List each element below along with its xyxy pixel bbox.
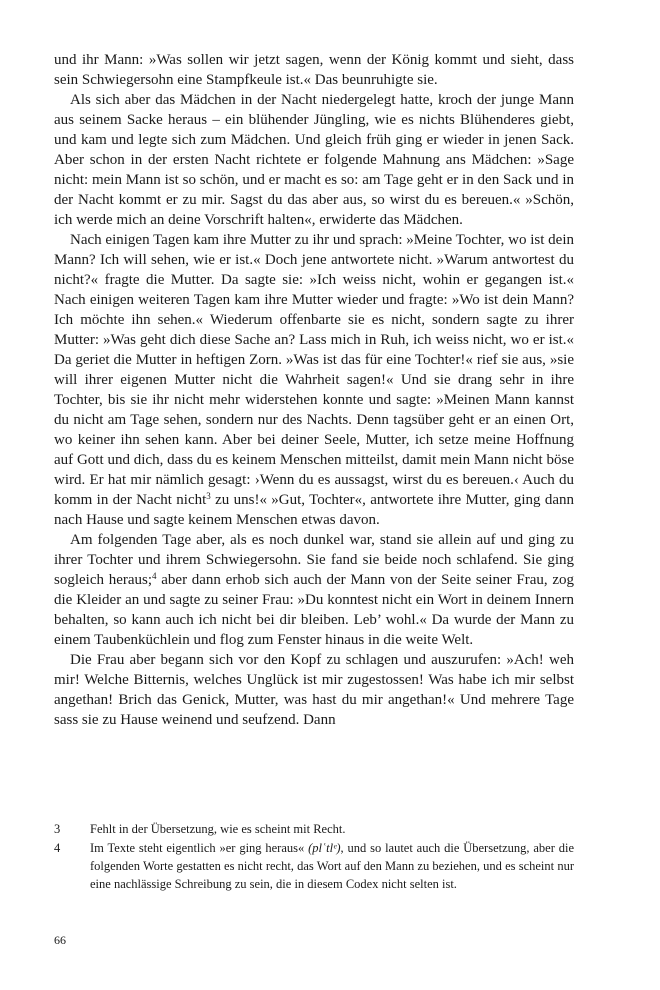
- page-number: 66: [54, 933, 66, 947]
- footnote-text-part: , und so lautet auch die Übersetzung, aber die folgenden Worte gestatten es nicht recht, das Wort auf den Mann zu beziehen, und es scheint nur eine nachlässige Schreibung zu sein, die in diesem Codex nicht selten ist.: [90, 841, 574, 891]
- footnote-text: Fehlt in der Übersetzung, wie es scheint mit Recht.: [90, 822, 346, 836]
- footnote-text: [90, 839, 574, 893]
- paragraph: [54, 530, 574, 650]
- paragraph-text: aber dann erhob sich auch der Mann von der Seite seiner Frau, zog die Kleider an und sagte zu seiner Frau: »Du konntest nicht ein Wort in deinem Innern behalten, so kann auch ich nicht bei dir bleiben. Leb’ wohl.« Da wurde der Mann zu einem Taubenküchlein und flog zum Fenster hinaus in die weite Welt.: [54, 572, 574, 648]
- paragraph-text: zu uns!« »Gut, Tochter«, antwortete ihre Mutter, ging dann nach Hause und sagte keinem Menschen etwas davon.: [54, 492, 574, 528]
- footnote-number: 3: [54, 822, 61, 836]
- footnote-ref[interactable]: 3: [206, 491, 211, 501]
- main-text: [54, 50, 574, 730]
- transliteration: (plʿtlᵉ): [308, 841, 341, 855]
- footnote: [54, 820, 574, 838]
- footnote-text-part: Im Texte steht eigentlich »er ging heraus«: [90, 841, 305, 855]
- paragraph-text: Am folgenden Tage aber, als es noch dunkel war, stand sie allein auf und ging zu ihrer Tochter und ihrem Schwiegersohn. Sie fand sie beide noch schlafend. Sie ging sogleich heraus;: [54, 532, 574, 588]
- paragraph-text: Nach einigen Tagen kam ihre Mutter zu ihr und sprach: »Meine Tochter, wo ist dein Mann? Ich will sehen, wie er ist.« Doch jene antwortete nicht. »Warum antwortest du nicht?« fragte die Mutter. Da sagte sie: »Ich weiss nicht, wohin er gegangen ist.« Nach einigen weiteren Tagen kam ihre Mutter wieder und fragte: »Wo ist dein Mann? Ich möchte ihn sehen.« Wiederum offenbarte sie es nicht, sondern sagte zu ihrer Mutter: »Was geht dich diese Sache an? Lass mich in Ruh, ich weiss nicht, wo er ist.« Da geriet die Mutter in heftigen Zorn. »Was ist das für eine Tochter!« rief sie aus, »sie will ihrer eigenen Mutter nicht die Wahrheit sagen!« Und sie drang sehr in ihre Tochter, bis sie ihr nicht mehr widerstehen konnte und sagte: »Meinen Mann kannst du nicht am Tage sehen, sondern nur des Nachts. Denn tagsüber geht er an einen Ort, wo keiner ihn sehen kann. Aber bei deiner Seele, Mutter, ich setze meine Hoffnung auf Gott und dich, dass du es keinem Menschen mitteilst, damit mein Mann nicht böse wird. Er hat mir nämlich gesagt: ›Wenn du es aussagst, wirst du es bereuen.‹ Auch du komm in der Nacht nicht: [54, 232, 574, 508]
- footnotes: [54, 820, 574, 894]
- paragraph: und ihr Mann: »Was sollen wir jetzt sagen, wenn der König kommt und sieht, dass sein Schwiegersohn eine Stampfkeule ist.« Das beunruhigte sie.: [54, 52, 574, 88]
- paragraph: [54, 230, 574, 530]
- paragraph: Als sich aber das Mädchen in der Nacht niedergelegt hatte, kroch der junge Mann aus seinem Sacke heraus – ein blühender Jüngling, wie es nichts Blühenderes giebt, und kam und legte sich zum Mädchen. Und gleich früh ging er wieder in jenen Sack. Aber schon in der ersten Nacht richtete er folgende Mahnung ans Mädchen: »Sage nicht: mein Mann ist so schön, und er macht es so: am Tage geht er in den Sack und in der Nacht kommt er zu mir. Sagst du das aber aus, so wirst du es bereuen.« »Schön, ich werde mich an deine Vorschrift halten«, erwiderte das Mädchen.: [54, 92, 574, 228]
- footnote-ref[interactable]: 4: [152, 571, 157, 581]
- paragraph: Die Frau aber begann sich vor den Kopf zu schlagen und auszurufen: »Ach! weh mir! Welche Bitternis, welches Unglück ist mir zugestossen! Was habe ich mir selbst angethan! Brich das Genick, Mutter, was hast du mir angethan!« Und mehrere Tage sass sie zu Hause weinend und seufzend. Dann: [54, 652, 574, 728]
- footnote-number: 4: [54, 841, 61, 855]
- footnote: [54, 839, 574, 893]
